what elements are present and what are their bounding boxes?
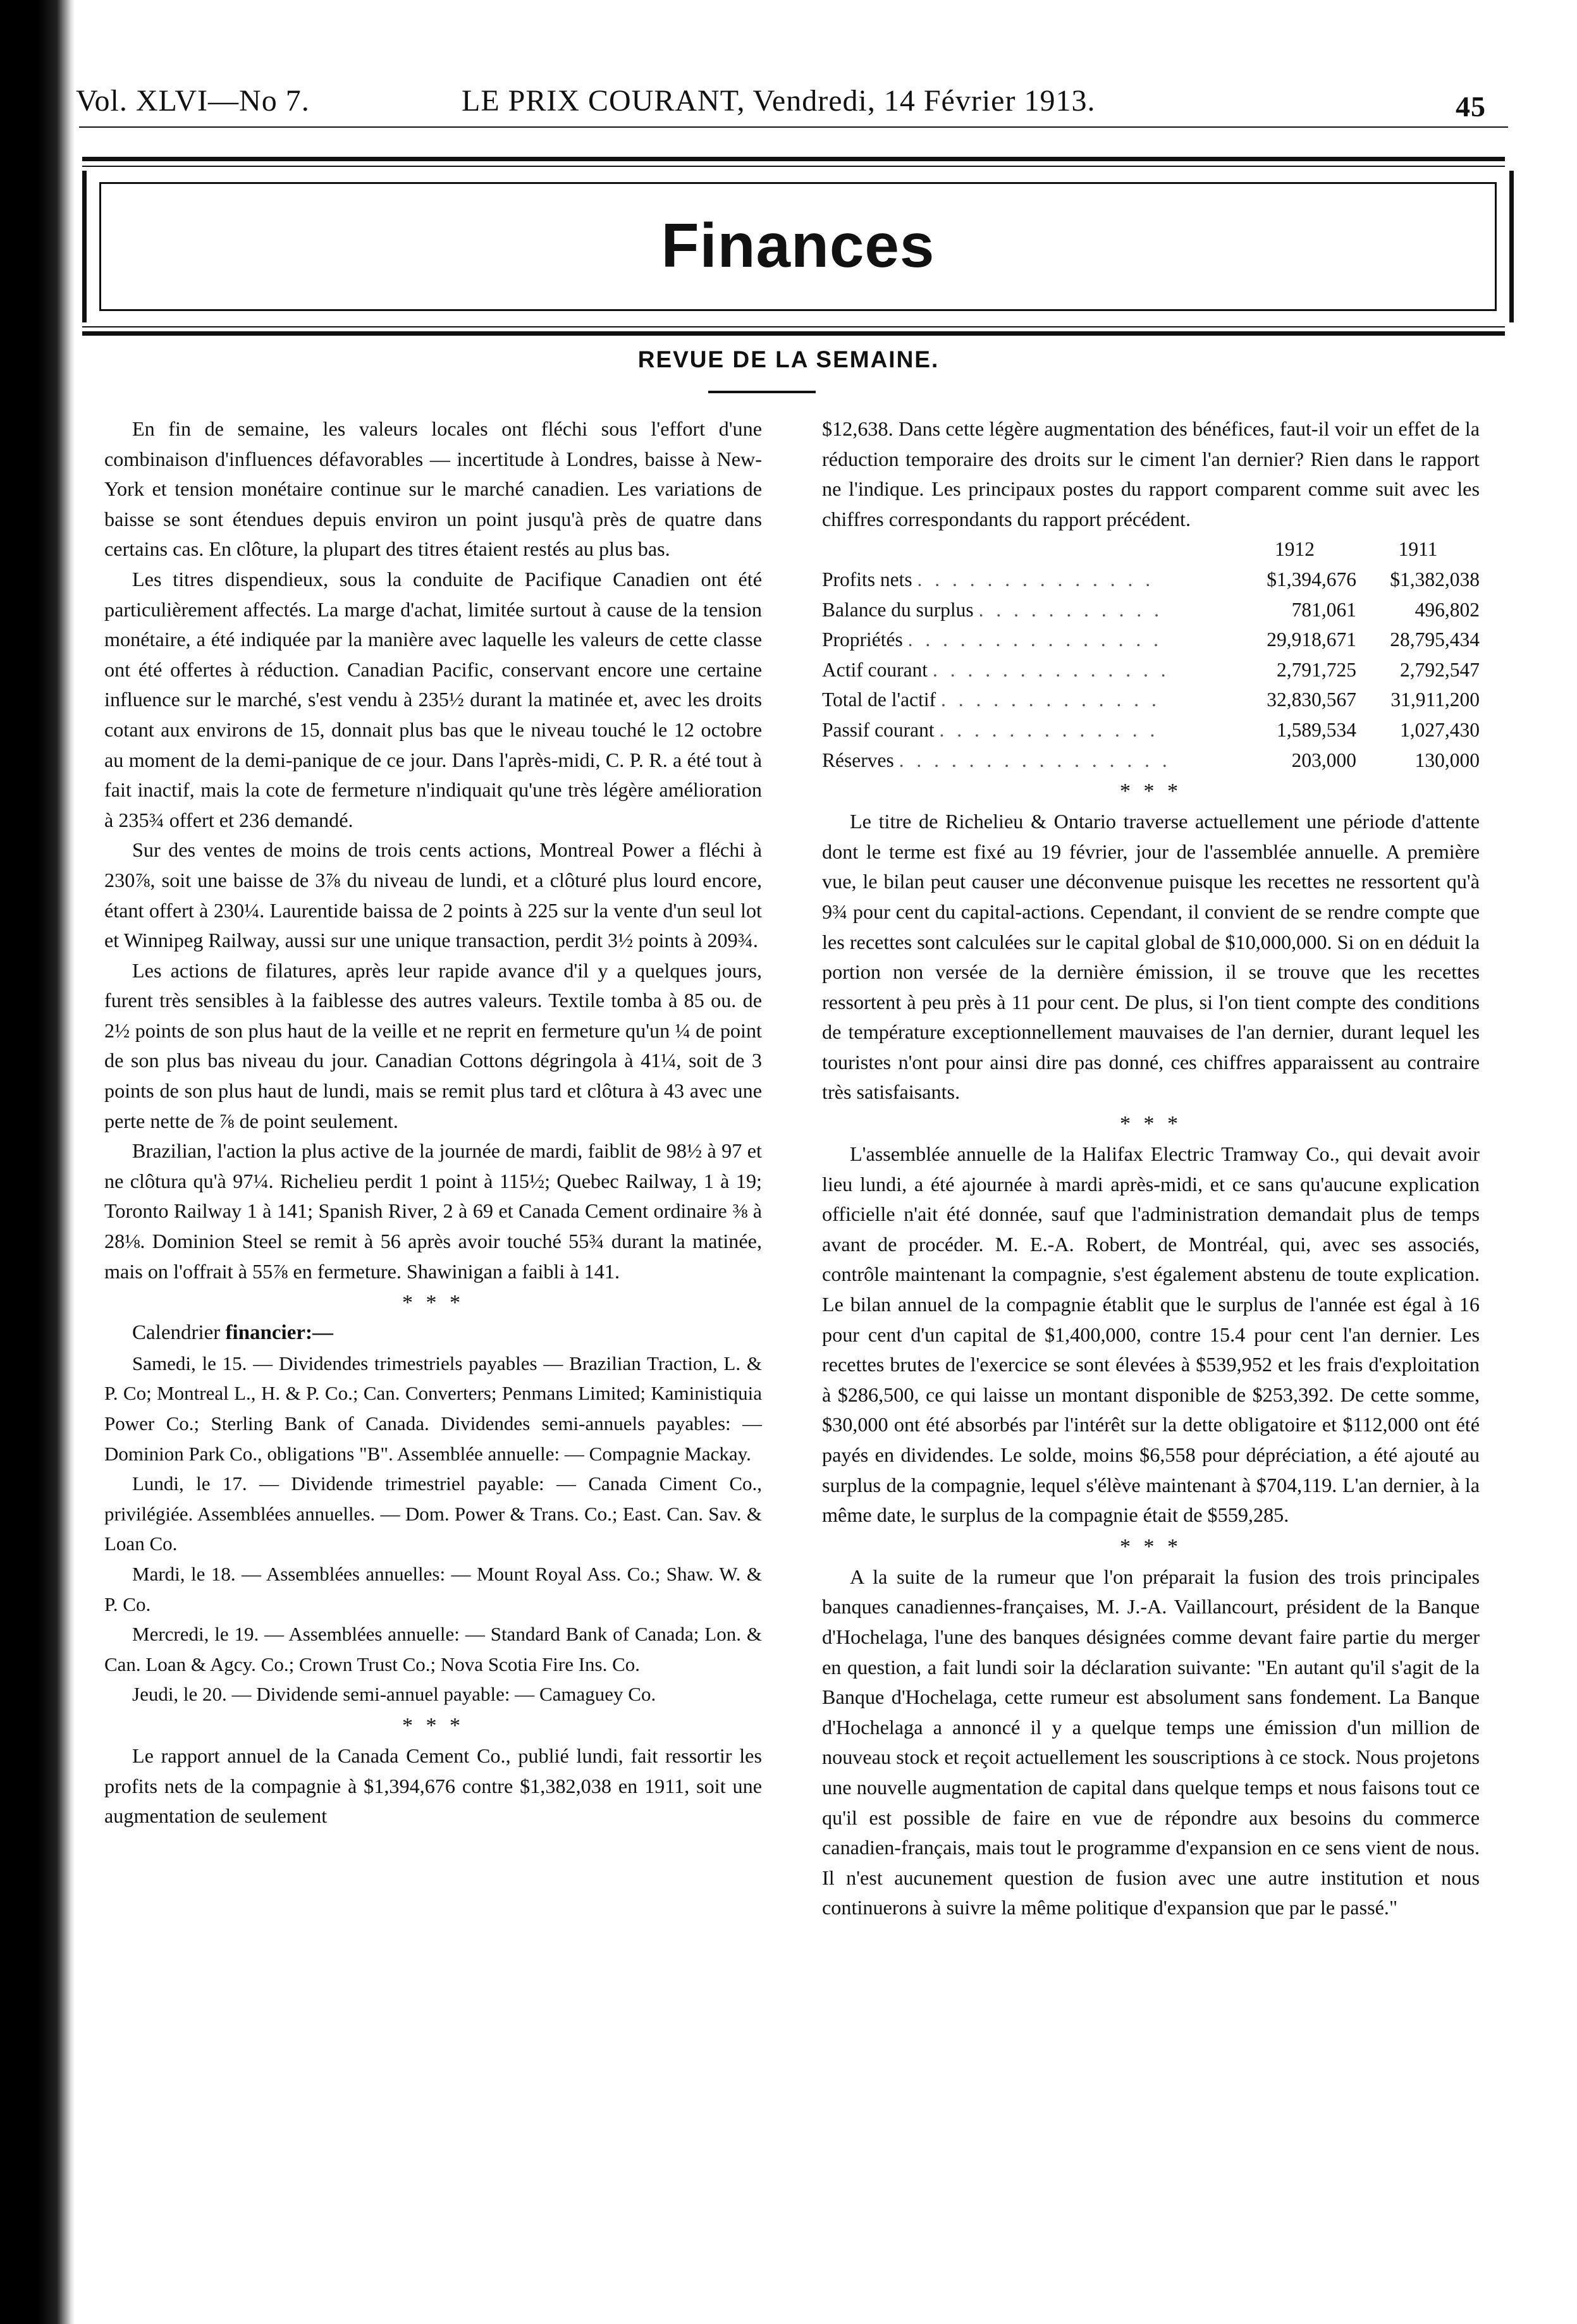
section-separator-stars: * * * <box>402 1713 464 1737</box>
value-1912: 1,589,534 <box>1277 718 1356 741</box>
running-header <box>76 83 1486 121</box>
leader-dots: . . . . . . . . . . . . . <box>939 718 1159 741</box>
paragraph: Les actions de filatures, après leur rapide avance d'il y a quelques jours, furent très sensibles à la faiblesse des autres valeurs. Textile tomba à 85 ou. de 2½ points de son plus haut de la veille et ne reprit en fermeture qu'un ¼ de point de son plus bas niveau du jour. Canadian Cottons dégringola à 41¼, soit de 3 points de son plus haut de lundi, mais se remit plus tard et clôtura à 43 avec une perte nette de ⅞ de point seulement. <box>104 958 762 1132</box>
section-separator-stars: * * * <box>1120 1112 1182 1136</box>
leader-dots: . . . . . . . . . . . . . . . <box>907 628 1162 651</box>
value-1912: $1,394,676 <box>1267 568 1356 590</box>
value-1912: 32,830,567 <box>1267 688 1356 711</box>
calendar-entry: Jeudi, le 20. — Dividende semi-annuel payable: — Camaguey Co. <box>132 1683 656 1706</box>
value-1912: 781,061 <box>1291 598 1356 621</box>
value-1912: 2,791,725 <box>1277 658 1356 681</box>
leader-dots: . . . . . . . . . . . . . . <box>917 568 1155 590</box>
table-row <box>822 655 1480 685</box>
value-1911: $1,382,038 <box>1390 568 1480 590</box>
volume-number: Vol. XLVI—No 7. <box>76 84 310 118</box>
row-label: Actif courant <box>822 658 928 681</box>
right-column <box>822 414 1480 1923</box>
paragraph: Le rapport annuel de la Canada Cement Co., publié lundi, fait ressortir les profits nets de la compagnie à $1,394,676 contre $1,382,038 en 1911, soit une augmentation de seulement <box>104 1744 762 1828</box>
column-year-1912: 1912 <box>1275 538 1315 561</box>
publication-title: LE PRIX COURANT, Vendredi, 14 Février 1913. <box>462 84 1096 118</box>
header-rule <box>79 126 1508 128</box>
section-separator-stars: * * * <box>1120 780 1182 804</box>
left-column <box>104 414 762 1832</box>
value-1911: 496,802 <box>1414 598 1480 621</box>
comparison-table <box>822 534 1480 775</box>
row-label: Propriétés <box>822 628 903 651</box>
value-1911: 31,911,200 <box>1390 688 1480 711</box>
table-row <box>822 685 1480 715</box>
paragraph: Le titre de Richelieu & Ontario traverse actuellement une période d'attente dont le terme est fixé au 19 février, jour de l'assemblée annuelle. A première vue, le bilan peut causer une déconvenue puisque les recettes ne ressortent qu'à 9¾ pour cent du capital-actions. Cependant, il convient de se rendre compte que les recettes sont calculées sur le capital global de $10,000,000. Si on en déduit la portion non versée de la dernière émission, il se trouve que les recettes ressortent à peu près à 11 pour cent. De plus, si l'on tient compte des conditions de température exceptionnellement mauvaises de l'an dernier, durant lequel les touristes n'ont pour ainsi dire pas donné, ces chiffres apparaissent au contraire très satisfaisants. <box>822 810 1480 1104</box>
leader-dots: . . . . . . . . . . . . . <box>941 688 1160 711</box>
paragraph: Sur des ventes de moins de trois cents actions, Montreal Power a fléchi à 230⅞, soit une baisse de 3⅞ du niveau de lundi, et a clôturé plus lourd encore, étant offert à 230¼. Laurentide baissa de 2 points à 225 sur la vente d'un seul lot et Winnipeg Railway, aussi sur une unique transaction, perdit 3½ points à 209¾. <box>104 838 762 952</box>
banner-bottom-rule-thin <box>82 326 1505 327</box>
value-1912: 203,000 <box>1291 749 1356 771</box>
value-1911: 1,027,430 <box>1400 718 1480 741</box>
calendar-heading <box>104 1318 762 1349</box>
paragraph: Brazilian, l'action la plus active de la journée de mardi, faiblit de 98½ à 97 et ne clôtura qu'à 97¼. Richelieu perdit 1 point à 115½; Quebec Railway, 1 à 19; Toronto Railway 1 à 141; Spanish River, 2 à 69 et Canada Cement ordinaire ⅜ à 28⅛. Dominion Steel se remit à 56 après avoir touché 55¾ durant la matinée, mais on l'offrait à 55⅞ en fermeture. Shawinigan a faibli à 141. <box>104 1139 762 1283</box>
leader-dots: . . . . . . . . . . . <box>978 598 1163 621</box>
value-1911: 2,792,547 <box>1400 658 1480 681</box>
subheading-rule <box>708 391 816 393</box>
calendar-heading-b: financier:— <box>225 1321 333 1345</box>
calendar-entry: Samedi, le 15. — Dividendes trimestriels payables — Brazilian Traction, L. & P. Co; Montreal L., H. & P. Co.; Can. Converters; Penmans Limited; Kaministiquia Power Co.; Sterling Bank of Canada. Dividendes semi-annuels payables: — Dominion Park Co., obligations "B". Assemblée annuelle: — Compagnie Mackay. <box>104 1352 762 1465</box>
section-title: Finances <box>661 211 935 280</box>
paragraph: $12,638. Dans cette légère augmentation des bénéfices, faut-il voir un effet de la réduction temporaire des droits sur le ciment l'an dernier? Rien dans le rapport ne l'indique. Les principaux postes du rapport comparent comme suit avec les chiffres correspondants du rapport précédent. <box>822 417 1480 530</box>
paragraph: Les titres dispendieux, sous la conduite de Pacifique Canadien ont été particulièrement affectés. La marge d'achat, limitée surtout à cause de la tension monétaire, a été indiquée par la manière avec laquelle les valeurs de cette classe ont été offertes à réduction. Canadian Pacific, conservant encore une certaine influence sur le marché, s'est vendu à 235½ durant la matinée et, avec les droits cotant aux environs de 15, donnait plus bas que le niveau touché le 12 octobre au moment de la demi-panique de ce jour. Dans l'après-midi, C. P. R. a été tout à fait inactif, mais la cote de fermeture n'indiquait qu'une très légère amélioration à 235¾ offert et 236 demandé. <box>104 567 762 831</box>
table-row <box>822 595 1480 625</box>
paragraph: A la suite de la rumeur que l'on préparait la fusion des trois principales banques canadiennes-françaises, M. J.-A. Vaillancourt, président de la Banque d'Hochelaga, l'une des banques désignées comme devant faire partie du merger en question, a fait lundi soir la déclaration suivante: "En autant qu'il s'agit de la Banque d'Hochelaga, cette rumeur est absolument sans fondement. La Banque d'Hochelaga a annoncé il y a quelque temps une émission d'un million de nouveau stock et reçoit actuellement les souscriptions à ce stock. Nous projetons une nouvelle augmentation de capital dans quelque temps et nous faisons tout ce qu'il est possible de faire en vue de répondre aux besoins du commerce canadien-français, mais tout le programme d'expansion en ce sens vient de nous. Il n'est aucunement question de fusion avec une autre institution et nous continuerons à suivre la même politique d'expansion que par le passé." <box>822 1565 1480 1919</box>
banner-bottom-rule-thick <box>82 331 1505 336</box>
table-row <box>822 565 1480 595</box>
table-row <box>822 745 1480 776</box>
row-label: Balance du surplus <box>822 598 974 621</box>
column-year-1911: 1911 <box>1398 538 1438 561</box>
row-label: Profits nets <box>822 568 912 590</box>
value-1911: 28,795,434 <box>1390 628 1480 651</box>
calendar-entry: Mardi, le 18. — Assemblées annuelles: — Mount Royal Ass. Co.; Shaw. W. & P. Co. <box>104 1562 762 1615</box>
row-label: Passif courant <box>822 718 935 741</box>
banner-top-rule-thick <box>82 157 1505 161</box>
leader-dots: . . . . . . . . . . . . . . . . <box>899 749 1171 771</box>
article-subheading: REVUE DE LA SEMAINE. <box>637 346 940 372</box>
calendar-heading-a: Calendrier <box>132 1321 226 1345</box>
section-separator-stars: * * * <box>1120 1534 1182 1558</box>
value-1912: 29,918,671 <box>1267 628 1356 651</box>
leader-dots: . . . . . . . . . . . . . . <box>932 658 1170 681</box>
value-1911: 130,000 <box>1414 749 1480 771</box>
calendar-entry: Mercredi, le 19. — Assemblées annuelle: — Standard Bank of Canada; Lon. & Can. Loan & Agcy. Co.; Crown Trust Co.; Nova Scotia Fire Ins. Co. <box>104 1623 762 1675</box>
banner-top-rule-thin <box>82 166 1505 167</box>
table-header-row <box>822 534 1480 565</box>
paragraph: L'assemblée annuelle de la Halifax Electric Tramway Co., qui devait avoir lieu lundi, a été ajournée à mardi après-midi, et ce sans qu'aucune explication officielle n'ait été donnée, sauf que l'administration demandait plus de temps avant de procéder. M. E.-A. Robert, de Montréal, qui, avec ses associés, contrôle maintenant la compagnie, s'est également abstenu de toute explication. Le bilan annuel de la compagnie établit que le surplus de l'année est égal à 16 pour cent d'un capital de $1,400,000, contre 15.4 pour cent l'an dernier. Les recettes brutes de l'exercice se sont élevées à $539,952 et les frais d'exploitation à $286,500, ce qui laisse un montant disponible de $253,392. De cette somme, $30,000 ont été absorbés par l'intérêt sur la dette obligatoire et $112,000 ont été payés en dividendes. Le solde, moins $6,558 pour dépréciation, a été ajouté au surplus de la compagnie, lequel s'élève maintenant à $704,119. L'an dernier, à la même date, le surplus de la compagnie était de $559,285. <box>822 1142 1480 1527</box>
paragraph: En fin de semaine, les valeurs locales ont fléchi sous l'effort d'une combinaison d'influences défavorables — incertitude à Londres, baisse à New-York et tension monétaire continue sur le marché canadien. Les variations de baisse se sont étendues depuis environ un point jusqu'à près de quatre dans certains cas. En clôture, la plupart des titres étaient restés au plus bas. <box>104 417 762 561</box>
table-row <box>822 625 1480 655</box>
section-separator-stars: * * * <box>402 1291 464 1315</box>
section-banner <box>82 171 1514 322</box>
page-number: 45 <box>1456 90 1486 123</box>
row-label: Total de l'actif <box>822 688 936 711</box>
row-label: Réserves <box>822 749 894 771</box>
table-row <box>822 715 1480 745</box>
calendar-entry: Lundi, le 17. — Dividende trimestriel payable: — Canada Ciment Co., privilégiée. Assemblées annuelles. — Dom. Power & Trans. Co.; East. Can. Sav. & Loan Co. <box>104 1472 762 1555</box>
